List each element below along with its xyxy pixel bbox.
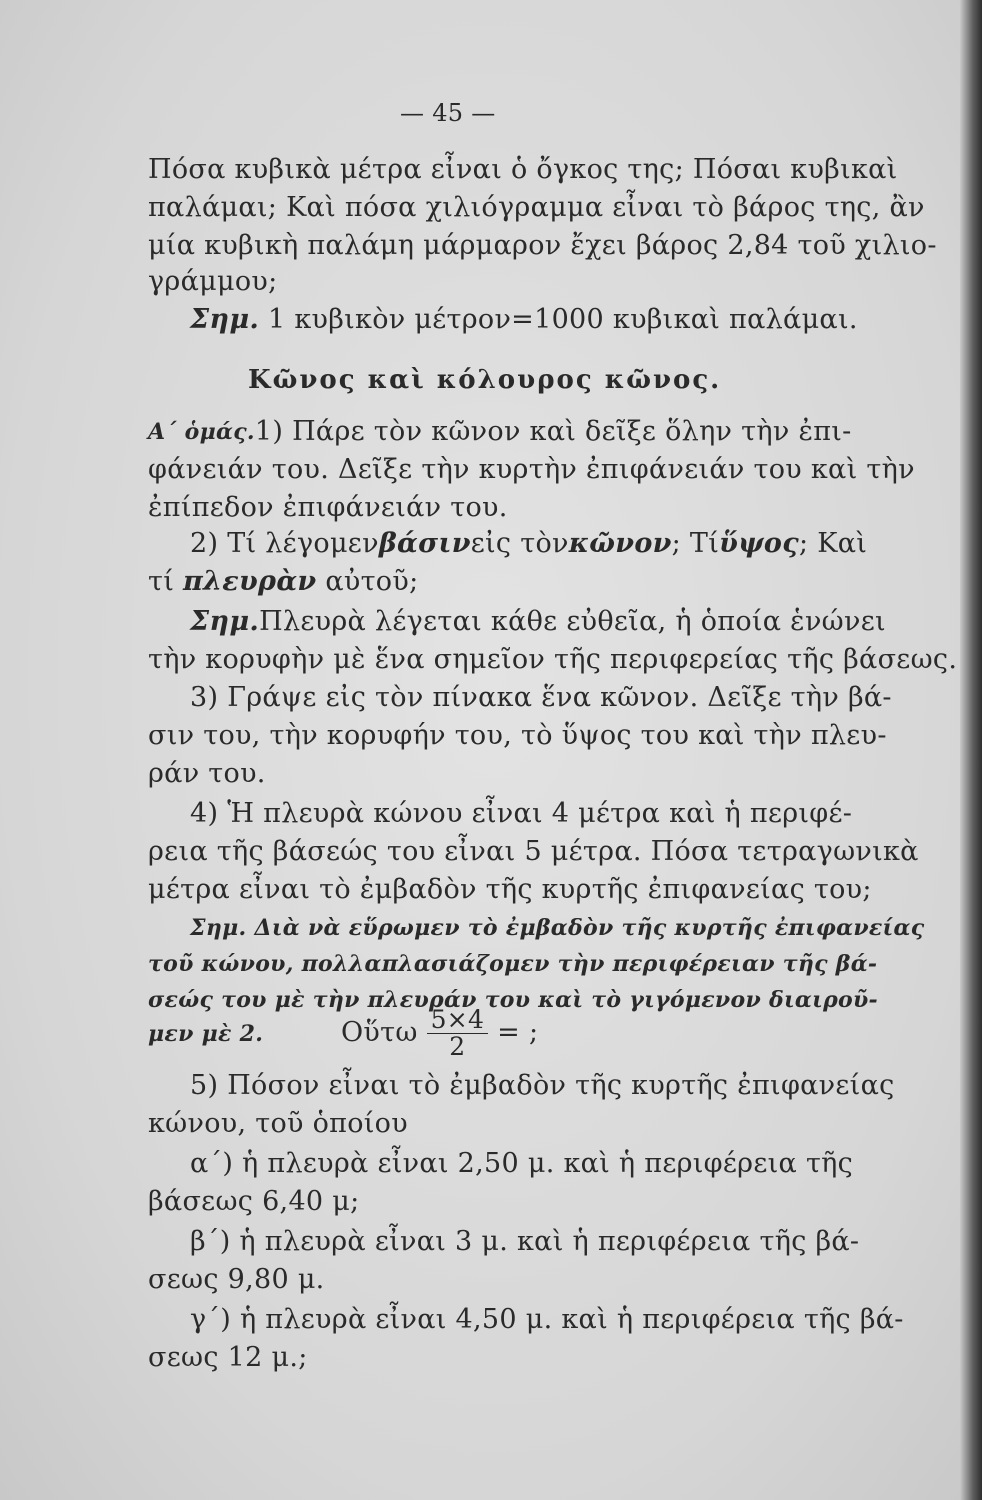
text-line [148, 564, 418, 600]
page-edge-shadow [960, 0, 982, 1500]
text-span: εἰς τὸν [470, 528, 569, 559]
text-line [190, 604, 886, 640]
term-height: ὕψος [719, 528, 799, 559]
text-line: γ΄) ἡ πλευρὰ εἶναι 4,50 μ. καὶ ἡ περιφέρεια τῆς βά- [190, 1304, 904, 1335]
term-cone: κῶνον [568, 528, 672, 559]
text-line: ρεια τῆς βάσεώς του εἶναι 5 μέτρα. Πόσα τετραγωνικὰ [148, 836, 919, 867]
text-line: σιν του, τὴν κορυφήν του, τὸ ὕψος του καὶ τὴν πλευ- [148, 720, 887, 751]
text-line: 5) Πόσον εἶναι τὸ ἐμβαδὸν τῆς κυρτῆς ἐπιφανείας [190, 1070, 895, 1101]
text-line: σεως 12 μ.; [148, 1342, 308, 1373]
fraction [427, 1007, 489, 1060]
note-end: μεν μὲ 2. [148, 1021, 264, 1047]
text-span: Οὕτω [340, 1017, 418, 1048]
text-line [190, 526, 868, 562]
text-span: = ; [497, 1017, 539, 1048]
section-heading: Κῶνος καὶ κόλουρος κῶνος. [248, 365, 722, 395]
group-label: Α΄ ὁμάς. [148, 419, 255, 445]
text-line: παλάμαι; Καὶ πόσα χιλιόγραμμα εἶναι τὸ βάρος της, ἂν [148, 192, 925, 223]
text-line: 3) Γράψε εἰς τὸν πίνακα ἕνα κῶνον. Δεῖξε τὴν βά- [190, 682, 892, 713]
text-line: α΄) ἡ πλευρὰ εἶναι 2,50 μ. καὶ ἡ περιφέρεια τῆς [190, 1148, 854, 1179]
note-line: τοῦ κώνου, πολλαπλασιάζομεν τὴν περιφέρειαν τῆς βά- [148, 951, 878, 977]
fraction-denominator: 2 [449, 1032, 466, 1061]
text-line: ἐπίπεδον ἐπιφάνειάν του. [148, 492, 508, 523]
text-line: Πόσα κυβικὰ μέτρα εἶναι ὁ ὄγκος της; Πόσαι κυβικαὶ [148, 154, 898, 185]
text-line: β΄) ἡ πλευρὰ εἶναι 3 μ. καὶ ἡ περιφέρεια τῆς βά- [190, 1226, 860, 1257]
text-line [148, 414, 852, 450]
text-span: αὐτοῦ; [325, 566, 419, 597]
fraction-numerator: 5×4 [427, 1007, 489, 1034]
text-line: βάσεως 6,40 μ; [148, 1186, 360, 1217]
term-basis: βάσιν [378, 528, 471, 559]
note-line: Σημ. Διὰ νὰ εὕρωμεν τὸ ἐμβαδὸν τῆς κυρτῆς ἐπιφανείας [190, 915, 925, 941]
text-span: ; Καὶ [798, 528, 868, 559]
page-number: — 45 — [400, 99, 496, 127]
text-span: τί [148, 566, 175, 597]
note-label: Σημ. [190, 606, 260, 637]
text-line: ράν του. [148, 758, 266, 789]
note-text: 1 κυβικὸν μέτρον=1000 κυβικαὶ παλάμαι. [267, 304, 858, 335]
text-line: σεως 9,80 μ. [148, 1264, 325, 1295]
text-line: μέτρα εἶναι τὸ ἐμβαδὸν τῆς κυρτῆς ἐπιφανείας του; [148, 874, 872, 905]
text-span: 2) Τί λέγομεν [190, 528, 379, 559]
text-line: τὴν κορυφὴν μὲ ἕνα σημεῖον τῆς περιφερείας τῆς βάσεως. [148, 644, 958, 675]
text-line [190, 302, 858, 338]
note-line: σεώς του μὲ τὴν πλευράν του καὶ τὸ γιγόμενον διαιροῦ- [148, 987, 878, 1013]
note-text: Πλευρὰ λέγεται κάθε εὐθεῖα, ἡ ὁποία ἑνώνει [259, 606, 886, 637]
text-line: 4) Ἡ πλευρὰ κώνου εἶναι 4 μέτρα καὶ ἡ περιφέ- [190, 798, 853, 829]
formula-line [148, 1006, 538, 1061]
text-line: φάνειάν του. Δεῖξε τὴν κυρτὴν ἐπιφάνειάν του καὶ τὴν [148, 454, 915, 485]
term-side: πλευρὰν [183, 566, 317, 597]
text-line: γράμμου; [148, 266, 278, 297]
text-line: κώνου, τοῦ ὁποίου [148, 1108, 408, 1139]
note-label: Σημ. [190, 304, 260, 335]
exercise-text: 1) Πάρε τὸν κῶνον καὶ δεῖξε ὅλην τὴν ἐπι- [254, 416, 852, 447]
text-line: μία κυβικὴ παλάμη μάρμαρον ἔχει βάρος 2,84 τοῦ χιλιο- [148, 230, 937, 261]
text-span: ; Τί [671, 528, 720, 559]
